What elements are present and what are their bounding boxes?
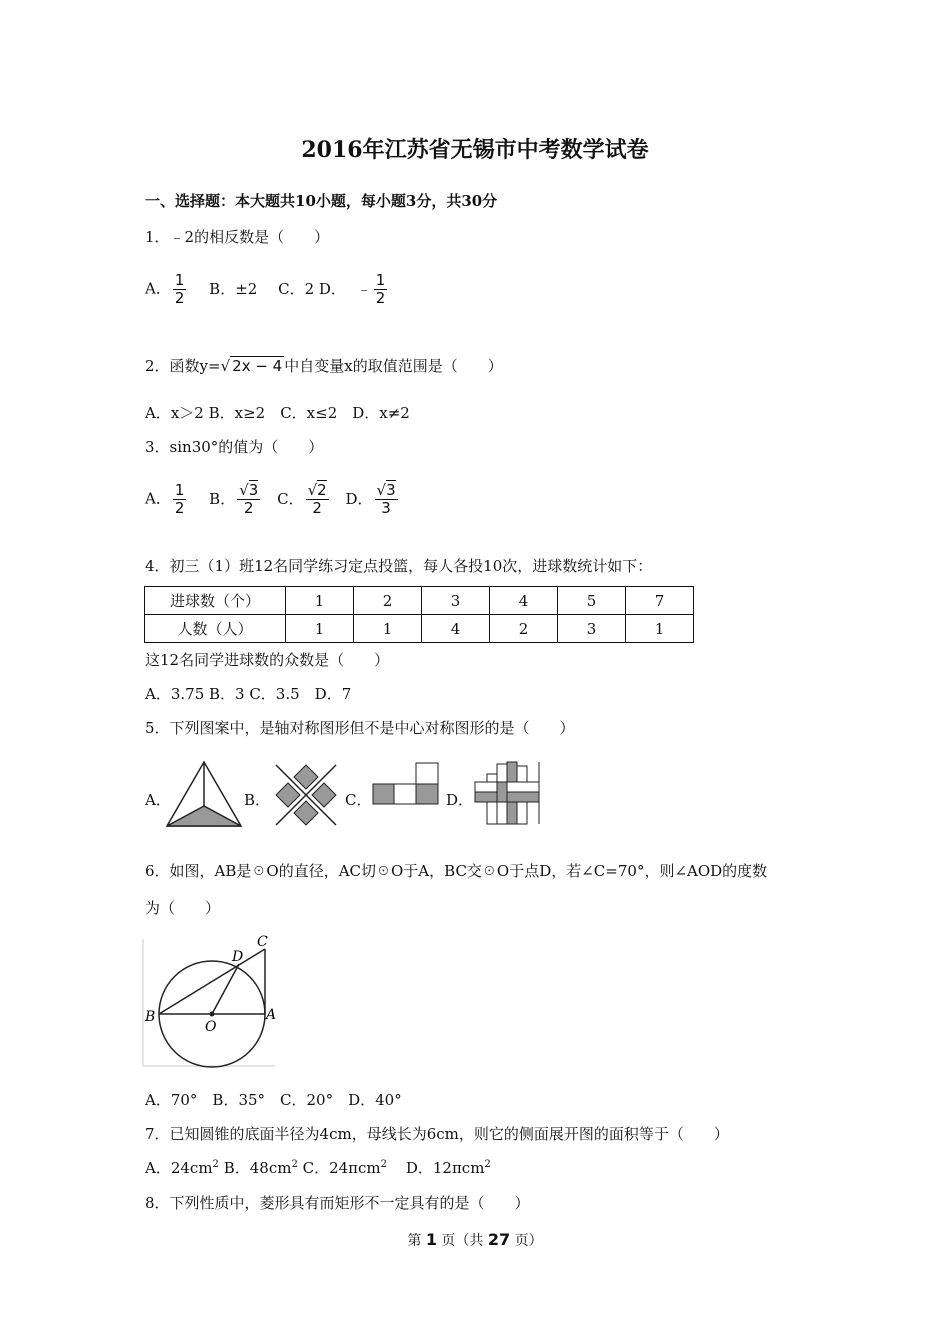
question-6-options: A．70° B．35° C．20° D．40°	[145, 1091, 402, 1109]
question-1-options	[145, 272, 389, 307]
q6-label-d: D	[232, 949, 244, 965]
exam-title: 2016年江苏省无锡市中考数学试卷	[301, 137, 649, 163]
table-cell: 3	[558, 615, 626, 643]
q5-option-a-label: A．	[145, 791, 171, 809]
q1-option-b: B．±2	[209, 279, 258, 298]
q7-option-d-exp: 2	[484, 1159, 491, 1170]
question-1-stem: 1．﹣2的相反数是（ ）	[145, 228, 330, 246]
q5-figure-b-diamonds	[274, 763, 338, 827]
table-cell: 1	[286, 587, 354, 615]
q6-label-c: C	[257, 934, 268, 950]
q7-option-a-exp: 2	[212, 1159, 219, 1170]
footer-page-number: 1	[425, 1230, 437, 1249]
q6-circle-diagram	[143, 935, 283, 1071]
question-4-options: A．3.75 B．3 C．3.5 D．7	[145, 685, 352, 703]
q5-option-d-label: D．	[446, 791, 474, 809]
q5-option-c-label: C．	[345, 791, 372, 809]
table-cell: 1	[286, 615, 354, 643]
table-cell: 4	[422, 615, 490, 643]
q3-option-d-fraction: $\frac{√3}{3}$	[376, 481, 396, 517]
q7-option-b: B．48cm	[223, 1159, 292, 1177]
q5-figure-c-squares	[372, 762, 440, 806]
question-6-stem-line2: 为（ ）	[145, 899, 221, 917]
question-6-stem-line1: 6．如图，AB是☉O的直径，AC切☉O于A，BC交☉O于点D，若∠C=70°，则∠AOD的度数	[145, 862, 768, 880]
table-row-header-people: 人数（人）	[145, 615, 286, 643]
q3-option-c-label: C．	[277, 489, 304, 508]
table-row-header-goals: 进球数（个）	[145, 587, 286, 615]
question-4-stem: 4．初三（1）班12名同学练习定点投篮，每人各投10次，进球数统计如下：	[145, 557, 653, 575]
question-7-stem: 7．已知圆锥的底面半径为4cm，母线长为6cm，则它的侧面展开图的面积等于（ ）	[145, 1125, 729, 1143]
q1-option-d-sign: ﹣	[356, 279, 372, 298]
q6-label-b: B	[145, 1009, 156, 1025]
score-frequency-table	[144, 586, 694, 643]
section-heading-choice: 一、选择题：本大题共10小题，每小题3分，共30分	[145, 192, 498, 210]
question-3-options	[145, 482, 400, 517]
table-row	[145, 615, 694, 643]
table-cell: 2	[354, 587, 422, 615]
table-cell: 7	[626, 587, 694, 615]
q7-option-a: A．24cm	[145, 1159, 213, 1177]
q5-option-b-label: B．	[244, 791, 271, 809]
question-4-after: 这12名同学进球数的众数是（ ）	[145, 651, 390, 669]
q1-option-cd: C．2 D．	[278, 279, 346, 298]
table-cell: 1	[354, 615, 422, 643]
question-3-stem: 3．sin30°的值为（ ）	[145, 438, 324, 456]
q1-option-a-label: A．	[145, 279, 171, 298]
q1-option-d-fraction: $\frac{1}{2}$	[375, 271, 386, 307]
q3-option-c-fraction: $\frac{√2}{2}$	[307, 481, 327, 517]
q6-label-o: O	[205, 1019, 217, 1035]
table-row	[145, 587, 694, 615]
q2-stem-post: 中自变量x的取值范围是（ ）	[284, 357, 503, 375]
table-cell: 1	[626, 615, 694, 643]
q1-option-a-fraction: $\frac{1}{2}$	[174, 271, 185, 307]
question-2-options: A．x＞2 B．x≥2 C．x≤2 D．x≠2	[145, 404, 410, 422]
q7-option-c: C．24πcm	[302, 1159, 381, 1177]
question-5-stem: 5．下列图案中，是轴对称图形但不是中心对称图形的是（ ）	[145, 719, 575, 737]
q3-option-a-fraction: $\frac{1}{2}$	[174, 481, 185, 517]
footer-post: 页）	[510, 1233, 543, 1249]
footer-total-pages: 27	[487, 1230, 511, 1249]
q2-sqrt-expression: √ 2x − 4	[220, 357, 283, 375]
q3-option-a-label: A．	[145, 489, 171, 508]
q2-stem-pre: 2．函数y=	[145, 357, 221, 375]
q3-option-d-label: D．	[345, 489, 373, 508]
table-cell: 5	[558, 587, 626, 615]
question-2-stem	[145, 355, 503, 376]
table-cell: 4	[490, 587, 558, 615]
question-7-options	[145, 1157, 491, 1178]
q5-figure-a-triangle	[165, 760, 243, 828]
table-cell: 3	[422, 587, 490, 615]
q3-option-b-label: B．	[209, 489, 236, 508]
question-8-stem: 8．下列性质中，菱形具有而矩形不一定具有的是（ ）	[145, 1194, 530, 1212]
q6-label-a: A	[266, 1007, 277, 1023]
q7-option-d: D．12πcm	[405, 1159, 485, 1177]
footer-pre: 第	[407, 1233, 426, 1249]
footer-mid: 页（共	[436, 1233, 488, 1249]
q5-figure-d-cross	[473, 760, 541, 826]
q7-option-b-exp: 2	[291, 1159, 298, 1170]
q3-option-b-fraction: $\frac{√3}{2}$	[239, 481, 259, 517]
q7-option-c-exp: 2	[380, 1159, 388, 1170]
table-cell: 2	[490, 615, 558, 643]
page-footer	[0, 1230, 950, 1250]
